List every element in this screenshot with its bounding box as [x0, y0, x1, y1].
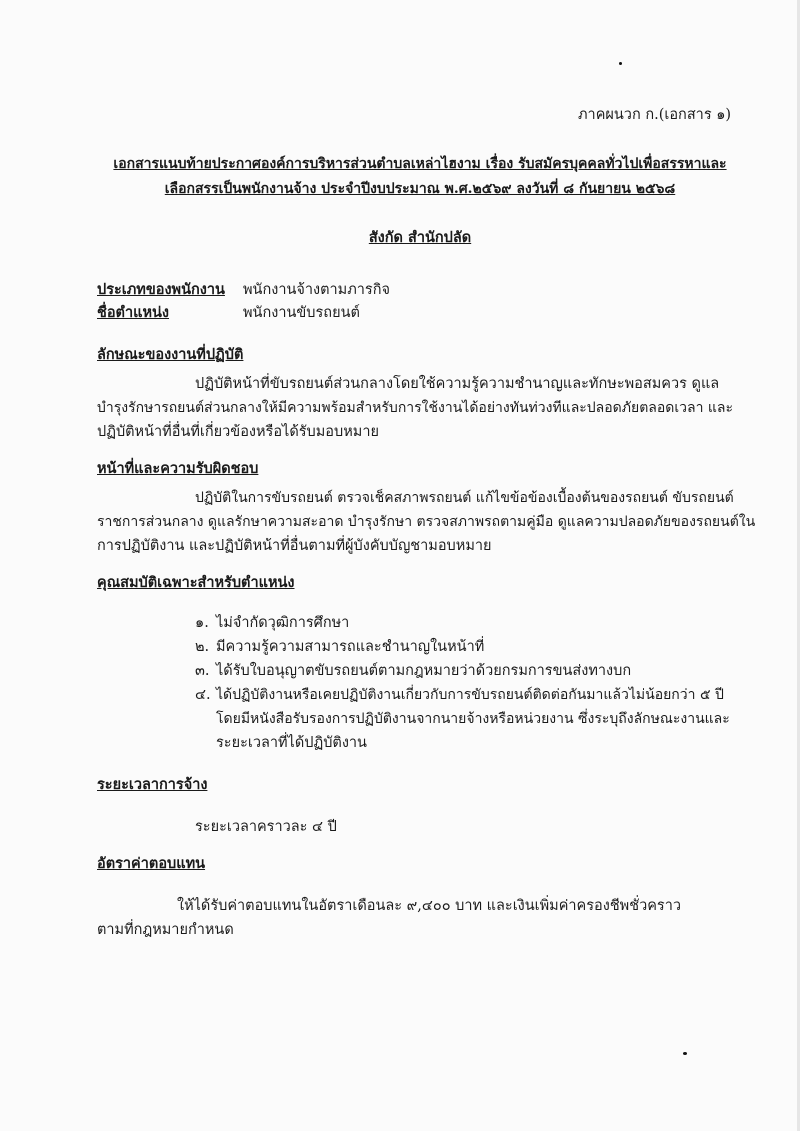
qualification-text: มีความรู้ความสามารถและชำนาญในหน้าที่: [216, 639, 485, 655]
qualifications-heading: คุณสมบัติเฉพาะสำหรับตำแหน่ง: [97, 574, 295, 591]
employee-type-value: พนักงานจ้างตามภารกิจ: [243, 282, 390, 298]
qualification-number: ๑.: [195, 615, 209, 631]
compensation-line: ตามที่กฎหมายกำหนด: [97, 922, 234, 938]
qualification-number: ๔.: [195, 687, 211, 703]
job-nature-line: ปฏิบัติหน้าที่ขับรถยนต์ส่วนกลางโดยใช้ความรู้ความชำนาญและทักษะพอสมควร ดูแล: [195, 376, 720, 392]
qualification-number: ๒.: [195, 639, 210, 655]
compensation-line: ให้ได้รับค่าตอบแทนในอัตราเดือนละ ๙,๔๐๐ บาท และเงินเพิ่มค่าครองชีพชั่วคราว: [177, 898, 681, 914]
position-label: ชื่อตำแหน่ง: [97, 304, 170, 321]
duties-line: การปฏิบัติงาน และปฏิบัติหน้าที่อื่นตามที่ผู้บังคับบัญชามอบหมาย: [97, 538, 492, 554]
job-nature-heading: ลักษณะของงานที่ปฏิบัติ: [97, 346, 244, 363]
qualification-text: ได้ปฏิบัติงานหรือเคยปฏิบัติงานเกี่ยวกับการขับรถยนต์ติดต่อกันมาแล้วไม่น้อยกว่า ๕ ปี: [216, 687, 724, 703]
qualification-text: ไม่จำกัดวุฒิการศึกษา: [216, 615, 350, 631]
compensation-heading: อัตราค่าตอบแทน: [97, 855, 206, 872]
employment-period-heading: ระยะเวลาการจ้าง: [97, 776, 208, 793]
employment-period-text: ระยะเวลาคราวละ ๔ ปี: [195, 819, 337, 835]
annex-label: ภาคผนวก ก.(เอกสาร ๑): [578, 107, 732, 123]
duties-line: ราชการส่วนกลาง ดูแลรักษาความสะอาด บำรุงรักษา ตรวจสภาพรถตามคู่มือ ดูแลความปลอดภัยของรถยนต์ใน: [97, 514, 756, 530]
qualification-text: โดยมีหนังสือรับรองการปฏิบัติงานจากนายจ้างหรือหน่วยงาน ซึ่งระบุถึงลักษณะงานและ: [216, 711, 730, 727]
scan-speck: [683, 1052, 687, 1055]
qualification-number: ๓.: [195, 663, 210, 679]
document-heading-line-2: เลือกสรรเป็นพนักงานจ้าง ประจำปีงบประมาณ พ.ศ.๒๕๖๙ ลงวันที่ ๘ กันยายน ๒๕๖๘: [164, 181, 676, 197]
qualification-text: ได้รับใบอนุญาตขับรถยนต์ตามกฎหมายว่าด้วยกรมการขนส่งทางบก: [216, 663, 632, 679]
document-heading-line-1: เอกสารแนบท้ายประกาศองค์การบริหารส่วนตำบลเหล่าไฮงาม เรื่อง รับสมัครบุคคลทั่วไปเพื่อสรรหาและ: [113, 156, 727, 172]
duties-heading: หน้าที่และความรับผิดชอบ: [97, 460, 259, 477]
position-value: พนักงานขับรถยนต์: [243, 305, 360, 321]
job-nature-line: ปฏิบัติหน้าที่อื่นที่เกี่ยวข้องหรือได้รับมอบหมาย: [97, 424, 379, 440]
job-nature-line: บำรุงรักษารถยนต์ส่วนกลางให้มีความพร้อมสำหรับการใช้งานได้อย่างทันท่วงทีและปลอดภัยตลอดเวลา และ: [97, 400, 734, 416]
scan-speck: [619, 62, 622, 65]
department-label: สังกัด สำนักปลัด: [368, 229, 472, 246]
duties-line: ปฏิบัติในการขับรถยนต์ ตรวจเช็คสภาพรถยนต์ แก้ไขข้อข้องเบื้องต้นของรถยนต์ ขับรถยนต์: [195, 490, 734, 506]
qualification-text: ระยะเวลาที่ได้ปฏิบัติงาน: [216, 735, 367, 751]
employee-type-label: ประเภทของพนักงาน: [97, 281, 225, 298]
